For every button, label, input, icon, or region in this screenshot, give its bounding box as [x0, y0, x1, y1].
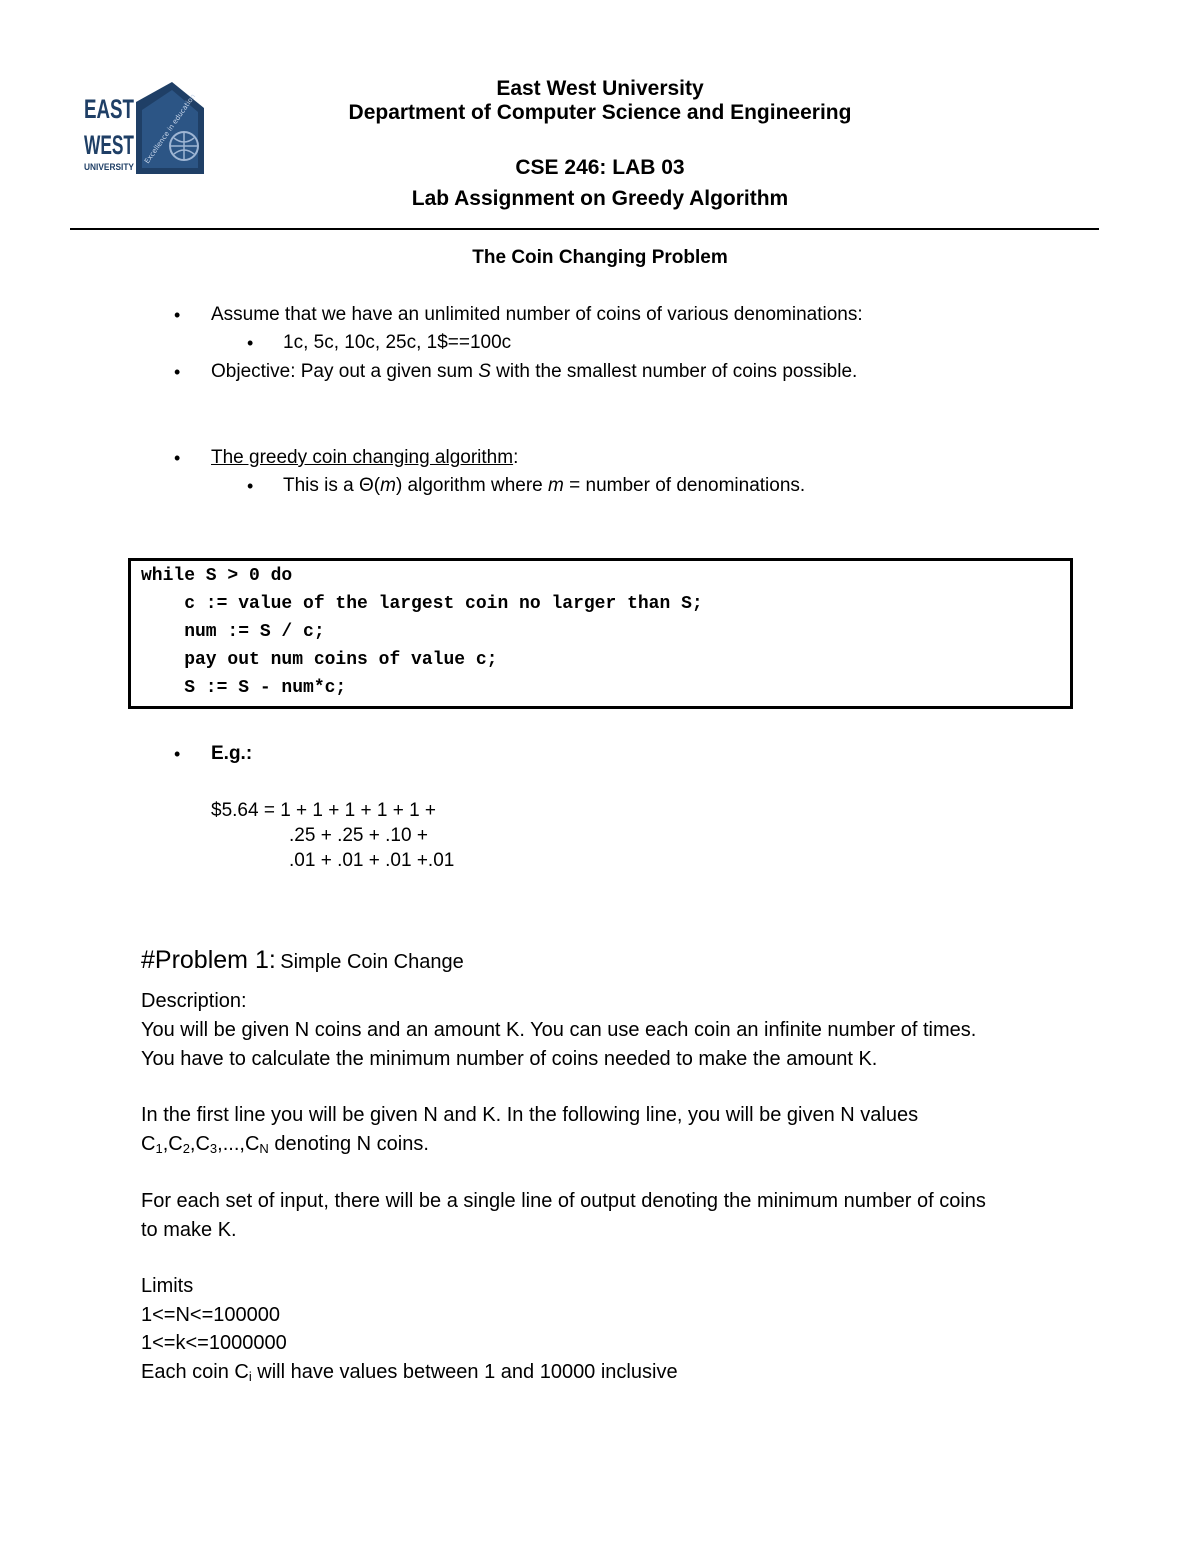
- bullet-complexity: This is a Θ(m) algorithm where m = number of denominations.: [283, 475, 806, 496]
- department-name: Department of Computer Science and Engineering: [348, 101, 852, 124]
- bullet-objective: Objective: Pay out a given sum S with the smallest number of coins possible.: [211, 361, 858, 382]
- bullet-glyph: •: [247, 476, 254, 496]
- description-label: Description:: [141, 990, 247, 1012]
- logo-word-east: EAST: [84, 94, 135, 124]
- logo-arc-text: Excellence in education: [143, 92, 198, 166]
- limits-label: Limits: [141, 1275, 194, 1297]
- bullet-glyph: •: [174, 305, 181, 325]
- code-line: pay out num coins of value c;: [141, 650, 498, 670]
- bullet-glyph: •: [247, 333, 254, 353]
- university-name: East West University: [496, 77, 704, 100]
- assignment-title: Lab Assignment on Greedy Algorithm: [411, 187, 789, 210]
- input-description: In the first line you will be given N and K. In the following line, you will be given N values: [141, 1104, 919, 1126]
- input-coin-values: $C_1,C_2,C_3,...,C_N$ denoting N coins.: [141, 1133, 429, 1156]
- example-line: .01 + .01 + .01 +.01: [289, 850, 455, 871]
- limit-line: 1<=N<=100000: [141, 1304, 281, 1326]
- course-title: CSE 246: LAB 03: [515, 156, 685, 179]
- output-description: to make K.: [141, 1219, 237, 1241]
- bullet-denomination-list: 1c, 5c, 10c, 25c, 1$==100c: [283, 332, 512, 353]
- logo-word-west: WEST: [84, 130, 135, 160]
- code-line: S := S - num*c;: [141, 678, 347, 698]
- code-line: while S > 0 do: [141, 566, 293, 586]
- bullet-glyph: •: [174, 362, 181, 382]
- code-line: num := S / c;: [141, 622, 325, 642]
- example-line: $5.64 = 1 + 1 + 1 + 1 + 1 +: [211, 800, 437, 821]
- bullet-denominations: Assume that we have an unlimited number of coins of various denominations:: [211, 304, 863, 325]
- bullet-greedy-algorithm: The greedy coin changing algorithm:: [211, 447, 519, 468]
- output-description: For each set of input, there will be a single line of output denoting the minimum number of coins: [141, 1190, 986, 1212]
- limit-line: 1<=k<=1000000: [141, 1332, 287, 1354]
- header-divider: [70, 228, 1099, 230]
- limit-line: Each coin $C_i$ will have values between 1 and 10000 inclusive: [141, 1361, 678, 1384]
- bullet-glyph: •: [174, 744, 181, 764]
- pseudocode-box: [128, 558, 1073, 709]
- problem-heading: #Problem 1: Simple Coin Change: [141, 946, 464, 974]
- example-label: E.g.:: [211, 743, 253, 764]
- code-line: c := value of the largest coin no larger than S;: [141, 594, 703, 614]
- example-line: .25 + .25 + .10 +: [289, 825, 428, 846]
- description-line: You will be given N coins and an amount K. You can use each coin an infinite number of times.: [141, 1019, 977, 1041]
- description-line: You have to calculate the minimum number of coins needed to make the amount K.: [141, 1048, 878, 1070]
- bullet-glyph: •: [174, 448, 181, 468]
- logo-word-university: UNIVERSITY: [84, 162, 134, 172]
- section-title: The Coin Changing Problem: [472, 247, 728, 268]
